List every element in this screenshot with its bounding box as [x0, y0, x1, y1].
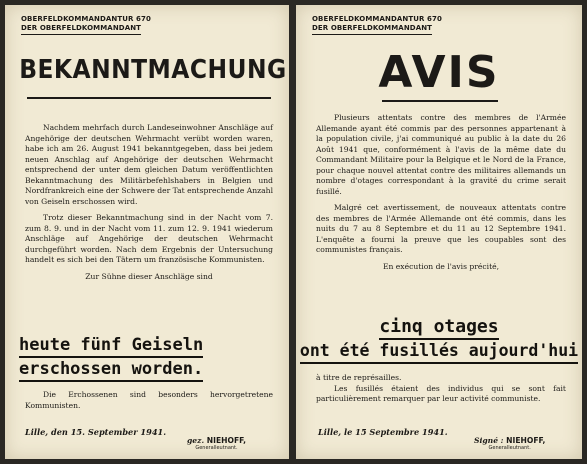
signature-prefix: gez. — [187, 436, 205, 445]
poster-french — [296, 5, 582, 459]
poster-title: AVIS — [378, 47, 500, 98]
signature-name: NIEHOFF, — [206, 436, 246, 445]
headline-line-1: heute fünf Geiseln — [19, 334, 203, 358]
signature-prefix: Signé : — [474, 436, 504, 445]
body-paragraph-1: Nachdem mehrfach durch Landeseinwohner Anschläge auf Angehörige der deutschen Wehrmacht verübt worden waren, habe ich am 26. August 1941 bekanntgegeben, dass bei jedem neuen Anschlag auf Angehörige der deutschen Wehrmacht entsprechend der unter dem gleichen Datum veröffentlichten Bekanntmachung des Militärbefehlshabers in Belgien und Nordfrankreich eine der Schwere der Tat entsprechende Anzahl von Geiseln erschossen wird. — [25, 123, 273, 206]
signature-name: NIEHOFF, — [506, 436, 546, 445]
body-paragraph-3: Zur Sühne dieser Anschläge sind — [85, 271, 213, 281]
closing-paragraph — [316, 373, 566, 405]
body-paragraph-5: Les fusillés étaient des individus qui se sont fait particulièrement remarquer par leur activité communiste. — [316, 383, 566, 403]
header-line-2: DER OBERFELDKOMMANDANT — [21, 24, 141, 35]
body-paragraph-2: Trotz dieser Bekanntmachung sind in der Nacht vom 7. zum 8. 9. und in der Nacht vom 11. zum 12. 9. 1941 wiederum Anschläge auf Angehörige der deutschen Wehrmacht durchgeführt worden. Nach dem Ergebnis der Untersuchung handelt es sich bei den Tätern um französische Kommunisten. — [25, 213, 273, 264]
headline — [19, 334, 289, 382]
body-paragraph-2: Malgré cet avertissement, de nouveaux attentats contre des membres de l'Armée Allemande ont été commis, dans les nuits du 7 au 8 Septembre et du 11 au 12 Septembre 1941. L'enquête a fourni la preuve que les coupables sont des communistes français. — [316, 203, 566, 254]
title-underline — [382, 100, 498, 102]
body-paragraph-1: Plusieurs attentats contre des membres de l'Armée Allemande ayant été commis par des personnes appartenant à la population civile, j'ai communiqué au public à la date du 26 Août 1941 que, conformément à l'avis de la même date du Commandant Militaire pour la Belgique et le Nord de la France, pour chaque nouvel attentat contre des militaires allemands un nombre d'otages correspondant à la gravité du crime serait fusillé. — [316, 113, 566, 196]
headline-line-2: ont été fusillés aujourd'hui — [300, 340, 578, 364]
title-underline — [27, 97, 271, 99]
headline-line-1: cinq otages — [379, 316, 498, 340]
body-paragraph-4: à titre de représailles. — [316, 373, 402, 382]
poster-body — [316, 113, 566, 278]
header-line-2: DER OBERFELDKOMMANDANT — [312, 24, 432, 35]
headline-line-2: erschossen worden. — [19, 358, 203, 382]
body-paragraph-4: Die Erchossenen sind besonders hervorgetretene Kommunisten. — [25, 390, 273, 410]
header-line-1: OBERFELDKOMMANDANTUR 670 — [312, 15, 442, 23]
poster-german — [5, 5, 289, 459]
signature — [187, 436, 246, 451]
poster-body — [25, 123, 273, 288]
headline — [296, 316, 582, 364]
poster-title: BEKANNTMACHUNG — [19, 55, 287, 85]
signature-rank: Generalleutnant. — [488, 445, 531, 451]
closing-paragraph — [25, 390, 273, 411]
poster-header — [312, 15, 442, 35]
header-line-1: OBERFELDKOMMANDANTUR 670 — [21, 15, 151, 23]
place-date: Lille, den 15. September 1941. — [25, 427, 167, 437]
poster-header — [21, 15, 151, 35]
place-date: Lille, le 15 Septembre 1941. — [318, 427, 448, 437]
signature-rank: Generalleutnant. — [195, 445, 238, 451]
body-paragraph-3: En exécution de l'avis précité, — [382, 261, 500, 271]
signature — [474, 436, 545, 451]
